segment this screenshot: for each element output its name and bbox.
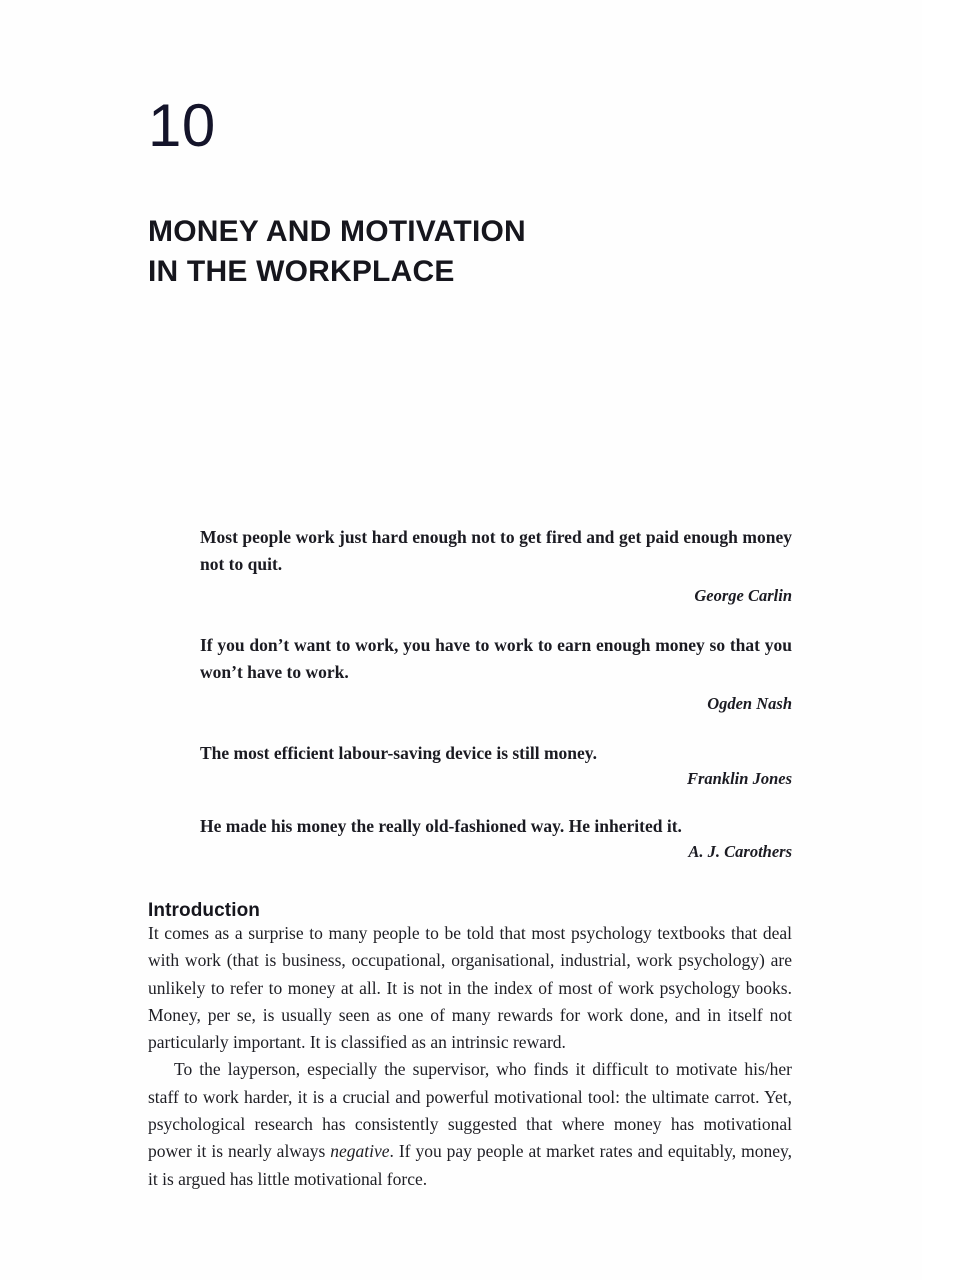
body-paragraph: It comes as a surprise to many people to be told that most psychology textbooks that deal with work (that is business, occupational, organisational, industrial, work psychology) are unlikely to refer to money at all. It is not in the index of most of work psychology books. Money, per se, is usually seen as one of many rewards for work done, and in itself not particularly important. It is classified as an intrinsic reward. [148,923,792,1053]
chapter-title-line-1: MONEY AND MOTIVATION [148,215,526,249]
epigraph-list [200,524,792,886]
epigraph-attribution: George Carlin [694,586,792,606]
epigraph-attribution: Franklin Jones [687,768,792,788]
section-heading-introduction: Introduction [148,899,261,921]
body-copy [148,920,792,1193]
epigraph-item [200,740,792,789]
body-paragraph [148,1056,792,1192]
epigraph-attribution: Ogden Nash [707,694,792,714]
epigraph-quote: He made his money the really old-fashioned way. He inherited it. [200,815,682,836]
epigraph-quote: Most people work just hard enough not to get fired and get paid enough money not to quit. [200,527,792,574]
epigraph-item [200,813,792,862]
epigraph-item [200,632,792,714]
chapter-title [148,212,788,291]
epigraph-item [200,524,792,606]
page-content [148,0,792,1280]
chapter-title-line-2: IN THE WORKPLACE [148,254,455,288]
epigraph-quote: The most efficient labour-saving device is still money. [200,743,597,764]
paragraph-text-part-2: . If you pay people at market rates and equitably, money, it is argued has little motivational force. [148,1141,792,1189]
chapter-number: 10 [148,92,216,159]
paragraph-text-part-1: To the layperson, especially the supervisor, who finds it difficult to motivate his/her staff to work harder, it is a crucial and powerful motivational tool: the ultimate carrot. Yet, psychological research has consistently suggested that where money has motivational power it is nearly always [148,1059,792,1162]
epigraph-quote: If you don’t want to work, you have to work to earn enough money so that you won’t have to work. [200,635,792,682]
paragraph-emphasis: negative [330,1141,390,1162]
epigraph-attribution: A. J. Carothers [688,841,792,861]
